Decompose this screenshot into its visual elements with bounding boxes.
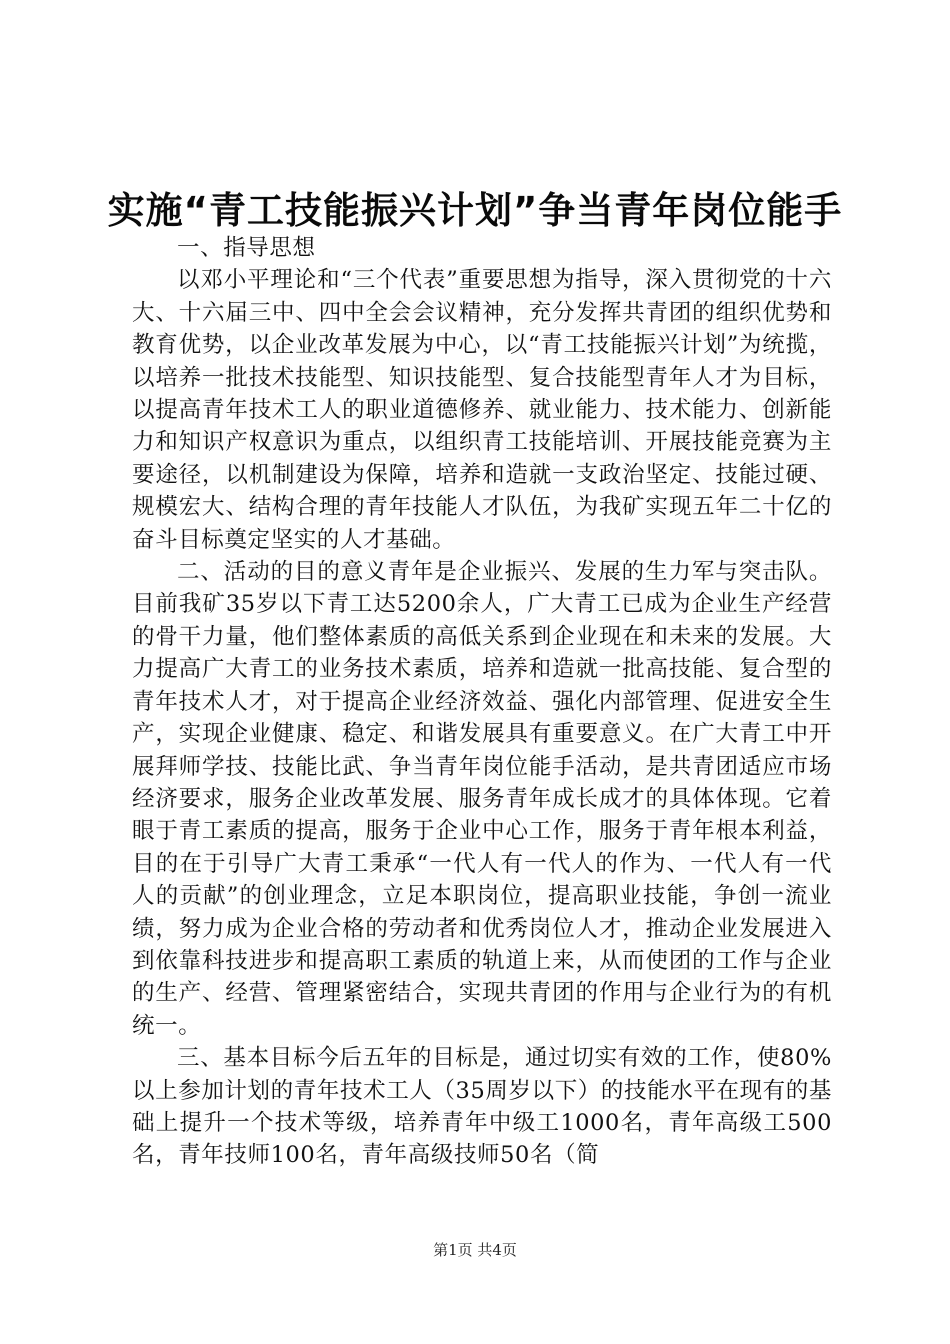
paragraph-purpose-significance: 二、活动的目的意义青年是企业振兴、发展的生力军与突击队。目前我矿35岁以下青工达5200余人，广大青工已成为企业生产经营的骨干力量，他们整体素质的高低关系到企业现在和未来的发展。大力提高广大青工的业务技术素质，培养和造就一批高技能、复合型的青年技术人才，对于提高企业经济效益、强化内部管理、促进安全生产，实现企业健康、稳定、和谐发展具有重要意义。在广大青工中开展拜师学技、技能比武、争当青年岗位能手活动，是共青团适应市场经济要求，服务企业改革发展、服务青年成长成才的具体体现。它着眼于青工素质的提高，服务于企业中心工作，服务于青年根本利益，目的在于引导广大青工秉承“一代人有一代人的作为、一代人有一代人的贡献”的创业理念，立足本职岗位，提高职业技能，争创一流业绩，努力成为企业合格的劳动者和优秀岗位人才，推动企业发展进入到依靠科技进步和提高职工素质的轨道上来，从而使团的工作与企业的生产、经营、管理紧密结合，实现共青团的作用与企业行为的有机统一。	[132, 559, 832, 1039]
document-body	[132, 232, 832, 1172]
document-title: 实施“青工技能振兴计划”争当青年岗位能手	[107, 189, 843, 232]
paragraph-basic-goals: 三、基本目标今后五年的目标是，通过切实有效的工作，使80%以上参加计划的青年技术工人（35周岁以下）的技能水平在现有的基础上提升一个技术等级，培养青年中级工1000名，青年高级工500名，青年技师100名，青年高级技师50名（简	[132, 1045, 832, 1169]
section-heading-guiding-ideology: 一、指导思想	[177, 235, 316, 261]
paragraph-guiding-ideology: 以邓小平理论和“三个代表”重要思想为指导，深入贯彻党的十六大、十六届三中、四中全会会议精神，充分发挥共青团的组织优势和教育优势，以企业改革发展为中心，以“青工技能振兴计划”为统揽，以培养一批技术技能型、知识技能型、复合技能型青年人才为目标，以提高青年技术工人的职业道德修养、就业能力、技术能力、创新能力和知识产权意识为重点，以组织青工技能培训、开展技能竞赛为主要途径，以机制建设为保障，培养和造就一支政治坚定、技能过硬、规模宏大、结构合理的青年技能人才队伍，为我矿实现五年二十亿的奋斗目标奠定坚实的人才基础。	[132, 267, 832, 553]
page-footer: 第1页 共4页	[433, 1241, 517, 1259]
